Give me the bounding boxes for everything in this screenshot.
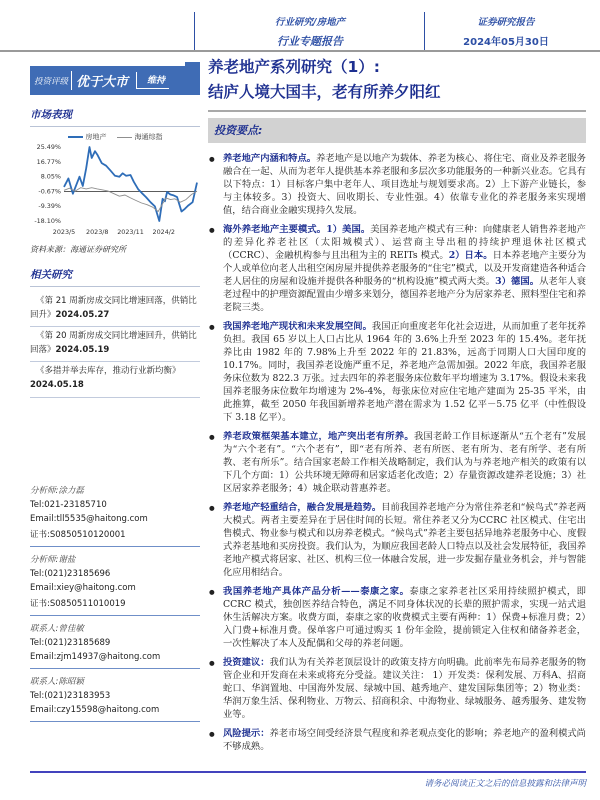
sidebar xyxy=(30,66,200,722)
bullet-text: 我国正向重度老年化社会迈进，从而加重了老年抚养负担。我国 65 岁以上人口占比从 1964 年的 3.6%上升至 2023 年的 15.4%。老年抚养比由 1982 年的 7.98%上升至 2022 年的 21.83%，远高于同期人口大国印度的 10.17%。同时，我国养老设施严重不足，养老地产急需加强。2022 年底，我国养老服务床位数为 822.3 万张。过去四年的养老服务床位数年平均增速为 3.17%。假设未来我国养老服务床位数年均增速为 2%-4%，每张床位对应住宅地产建面为 25-35 平米，由此推算，截至 2050 年我国新增养老地产潜在需求为 1.52 亿平－5.75 亿平（中性假设下 3.18 亿平）。 xyxy=(223,321,586,423)
bullet-icon: ● xyxy=(209,659,215,667)
bullet-lead: 养老地产轻重结合，融合发展是趋势。 xyxy=(223,502,382,513)
bullet-text: 养老市场空间受经济景气程度和养老观点变化的影响；养老地产的盈利模式尚不够成熟。 xyxy=(223,728,586,752)
analyst-tel: Tel:021-23185710 xyxy=(30,499,107,510)
divider xyxy=(30,126,200,127)
highlight-bullet xyxy=(208,501,586,579)
bullet-text: 泰康之家养老社区采用持续照护模式，即 CCRC 模式，独创医养结合特色，满足不同身体状况的长辈的照护需求，实现一站式退休生活解决方案。收费方面，泰康之家的收费模式主要有两种：1）保费+标准月费；2）入门费+标准月费。保单客户可通过购买 1 份年金险，提前锁定入住权和储备养老金，一次性解决了本人及配偶和父母的养老问题。 xyxy=(223,586,586,649)
analyst-email: Email:xiey@haitong.com xyxy=(30,582,136,593)
highlight-bullet xyxy=(208,223,586,314)
page-title-line2: 结庐人境大国丰，老有所养夕阳红 xyxy=(208,82,441,101)
svg-text:16.77%: 16.77% xyxy=(36,157,61,166)
related-research-list xyxy=(30,292,200,398)
analyst-block xyxy=(30,669,200,722)
bullet-text: 美国养老地产模式有三种：向健康老人销售养老地产的差异化养老社区（太阳城模式）、运营商主导出租的持续护理退休社区模式（CCRC）、金融机构参与且出租为主的 REITs 模式。 xyxy=(223,224,586,261)
bullet-icon: ● xyxy=(209,504,215,512)
rating-label: 投资评级 xyxy=(34,76,69,87)
analyst-email: Email:tll5535@haitong.com xyxy=(30,513,148,524)
legend-item-secondary xyxy=(117,132,163,142)
bullet-icon: ● xyxy=(209,730,215,738)
bullet-icon: ● xyxy=(209,226,215,234)
bullet-text: 养老地产是以地产为载体、养老为核心、将住宅、商业及养老服务融合在一起、从而为老年人提供基本养老服和多层次多功能服务的一种新兴业态。它具有以下特点：1）目标客户集中老年人、项目选址与规划要求高。2）上下游产业链长，参与主体较多。3）投资大、回收期长、专业性强。4）依靠专业化的养老服务来实现增值，结合商业金融实现持久发展。 xyxy=(223,153,586,216)
title-rule xyxy=(208,110,586,112)
legend-item-primary xyxy=(68,132,107,142)
analyst-role-name: 联系人:陈昭颖 xyxy=(30,676,84,687)
highlight-bullet xyxy=(208,430,586,495)
main-content xyxy=(208,118,586,759)
bullet-lead: 养老政策框架基本建立，地产突出老有所养。 xyxy=(223,431,414,442)
header-rule xyxy=(0,50,600,52)
svg-text:-18.10%: -18.10% xyxy=(34,217,61,225)
analyst-tel: Tel:(021)23183953 xyxy=(30,690,111,701)
page-title-line1: 养老地产系列研究（1）: xyxy=(208,58,380,76)
market-performance-chart xyxy=(30,143,200,239)
header-center xyxy=(196,14,424,49)
chart-legend xyxy=(30,132,200,142)
svg-text:-0.67%: -0.67% xyxy=(38,187,61,196)
legend-label-primary: 房地产 xyxy=(85,133,107,141)
svg-text:2023/11: 2023/11 xyxy=(117,228,144,236)
research-item[interactable]: 《多措并举去库存，推动行业新均衡》2024.05.18 xyxy=(30,362,200,397)
analyst-email: Email:zjm14937@haitong.com xyxy=(30,651,161,662)
chart-source: 资料来源：海通证券研究所 xyxy=(30,245,126,254)
highlight-bullet xyxy=(208,656,586,721)
highlights-list xyxy=(208,152,586,753)
rating-status: 维持 xyxy=(136,72,169,89)
research-item[interactable]: 《第 20 周新房成交同比增速回升，供销比回落》2024.05.19 xyxy=(30,327,200,362)
bullet-text: 我国老龄工作目标逐渐从“五个老有”发展为“六个老有”。“六个老有”，即“老有所养、老有所医、老有所为、老有所学、老有所教、老有所乐”。结合国家老龄工作相关战略制定，我们认为与养老地产相关的政策有以下几个方面：1）公共环境无障碍和居家适老化改造；2）存量资源改建养老设施；3）社区居家养老服务；4）城企联动普惠养老。 xyxy=(223,431,586,494)
investment-rating-badge xyxy=(30,66,200,95)
footer-disclaimer: 请务必阅读正文之后的信息披露和法律声明 xyxy=(424,779,586,789)
highlight-bullet xyxy=(208,320,586,424)
highlight-bullet xyxy=(208,152,586,217)
svg-text:2023/8: 2023/8 xyxy=(86,228,109,236)
bullet-lead: 1）美国。 xyxy=(326,224,371,235)
header-divider-left xyxy=(194,12,195,50)
bullet-icon: ● xyxy=(209,588,215,596)
report-label: 证券研究报告 xyxy=(477,17,535,28)
analyst-list xyxy=(30,478,200,722)
report-category: 行业研究/房地产 xyxy=(275,17,345,28)
svg-text:2024/2: 2024/2 xyxy=(152,228,175,236)
bullet-text: 日本养老地产主要分为个人或单位向老人出租空闲房屋并提供养老服务的“住宅”模式，以及开发商建造各种适合老人居住的房屋和设施并提供各种服务的“机构设施”模式两大类。 xyxy=(223,250,586,287)
bullet-icon: ● xyxy=(209,155,215,163)
report-date: 2024年05月30日 xyxy=(463,37,549,48)
bullet-text: 我们认为有关养老顶层设计的政策支持方向明确。此前率先布局养老服务的物管企业和开发商在未来或将充分受益。建议关注： 1）开发类：保利发展、万科A、招商蛇口、华润置地、中国海外发展、绿城中国、越秀地产、建发国际集团等；2）物业类：华润万象生活、保利物业、万物云、招商积余、中海物业、绿城服务、越秀服务、建发物业等。 xyxy=(223,657,586,720)
highlight-bullet xyxy=(208,727,586,753)
legend-label-secondary: 海通综指 xyxy=(134,133,163,141)
header-divider-right xyxy=(424,12,425,50)
legend-line-icon xyxy=(68,136,83,139)
bullet-lead: 风险提示： xyxy=(223,728,270,739)
footer-rule xyxy=(30,771,586,773)
analyst-cert: 证书:S0850510120001 xyxy=(30,529,126,540)
rating-value: 优于大市 xyxy=(71,71,134,90)
bullet-icon: ● xyxy=(209,433,215,441)
svg-text:2023/5: 2023/5 xyxy=(52,228,76,236)
analyst-tel: Tel:(021)23185689 xyxy=(30,637,111,648)
svg-text:-9.39%: -9.39% xyxy=(38,202,61,211)
highlight-bullet xyxy=(208,585,586,650)
bullet-lead: 3）德国。 xyxy=(495,276,540,287)
market-performance-heading: 市场表现 xyxy=(30,109,72,121)
analyst-role-name: 分析师:涂力磊 xyxy=(30,485,84,496)
legend-line-icon xyxy=(117,137,132,138)
bullet-lead: 投资建议： xyxy=(223,657,270,668)
report-type: 行业专题报告 xyxy=(277,35,343,48)
svg-text:8.05%: 8.05% xyxy=(40,172,61,181)
bullet-lead: 养老地产内涵和特点。 xyxy=(223,153,317,164)
analyst-block xyxy=(30,547,200,616)
analyst-email: Email:czy15598@haitong.com xyxy=(30,704,160,715)
svg-text:25.49%: 25.49% xyxy=(36,143,61,151)
related-research-heading: 相关研究 xyxy=(30,269,72,281)
analyst-block xyxy=(30,616,200,669)
analyst-role-name: 分析师:谢盐 xyxy=(30,554,76,565)
header-right xyxy=(426,14,586,48)
bullet-text: 从老年人衰老过程中的护理资源配置由少增多来划分，德国养老地产分为居家养老、照料型住宅和养老院三类。 xyxy=(223,276,586,313)
research-item[interactable]: 《第 21 周新房成交同比增速回落，供销比回升》2024.05.27 xyxy=(30,292,200,327)
analyst-tel: Tel:(021)23185696 xyxy=(30,568,111,579)
bullet-lead: 我国养老地产现状和未来发展空间。 xyxy=(223,321,372,332)
bullet-icon: ● xyxy=(209,323,215,331)
analyst-role-name: 联系人:曾佳敏 xyxy=(30,623,84,634)
bullet-text: 目前我国养老地产分为常住养老和“候鸟式”养老两大模式。两者主要差异在于居住时间的长短。常住养老又分为CCRC 社区模式、住宅出售模式、物业参与模式和以房养老模式。“候鸟式”养老主要包括异地养老服务中心、度假式养老基地和买房投资。我们认为，为顺应我国老龄人口特点以及社会发展特征，我国养老地产模式将居家、社区、机构三位一体融合发展，进一步发掘存量业务机会，并与智能化应用相结合。 xyxy=(223,502,586,578)
investment-highlights-bar: 投资要点: xyxy=(208,118,586,143)
bullet-lead: 我国养老地产具体产品分析——泰康之家。 xyxy=(223,586,410,597)
analyst-block xyxy=(30,478,200,547)
analyst-cert: 证书:S0850511010019 xyxy=(30,598,126,609)
bullet-lead: 海外养老地产主要模式。 xyxy=(223,224,327,235)
divider xyxy=(30,286,200,287)
bullet-lead: 2）日本。 xyxy=(448,250,493,261)
page-title xyxy=(208,55,586,105)
